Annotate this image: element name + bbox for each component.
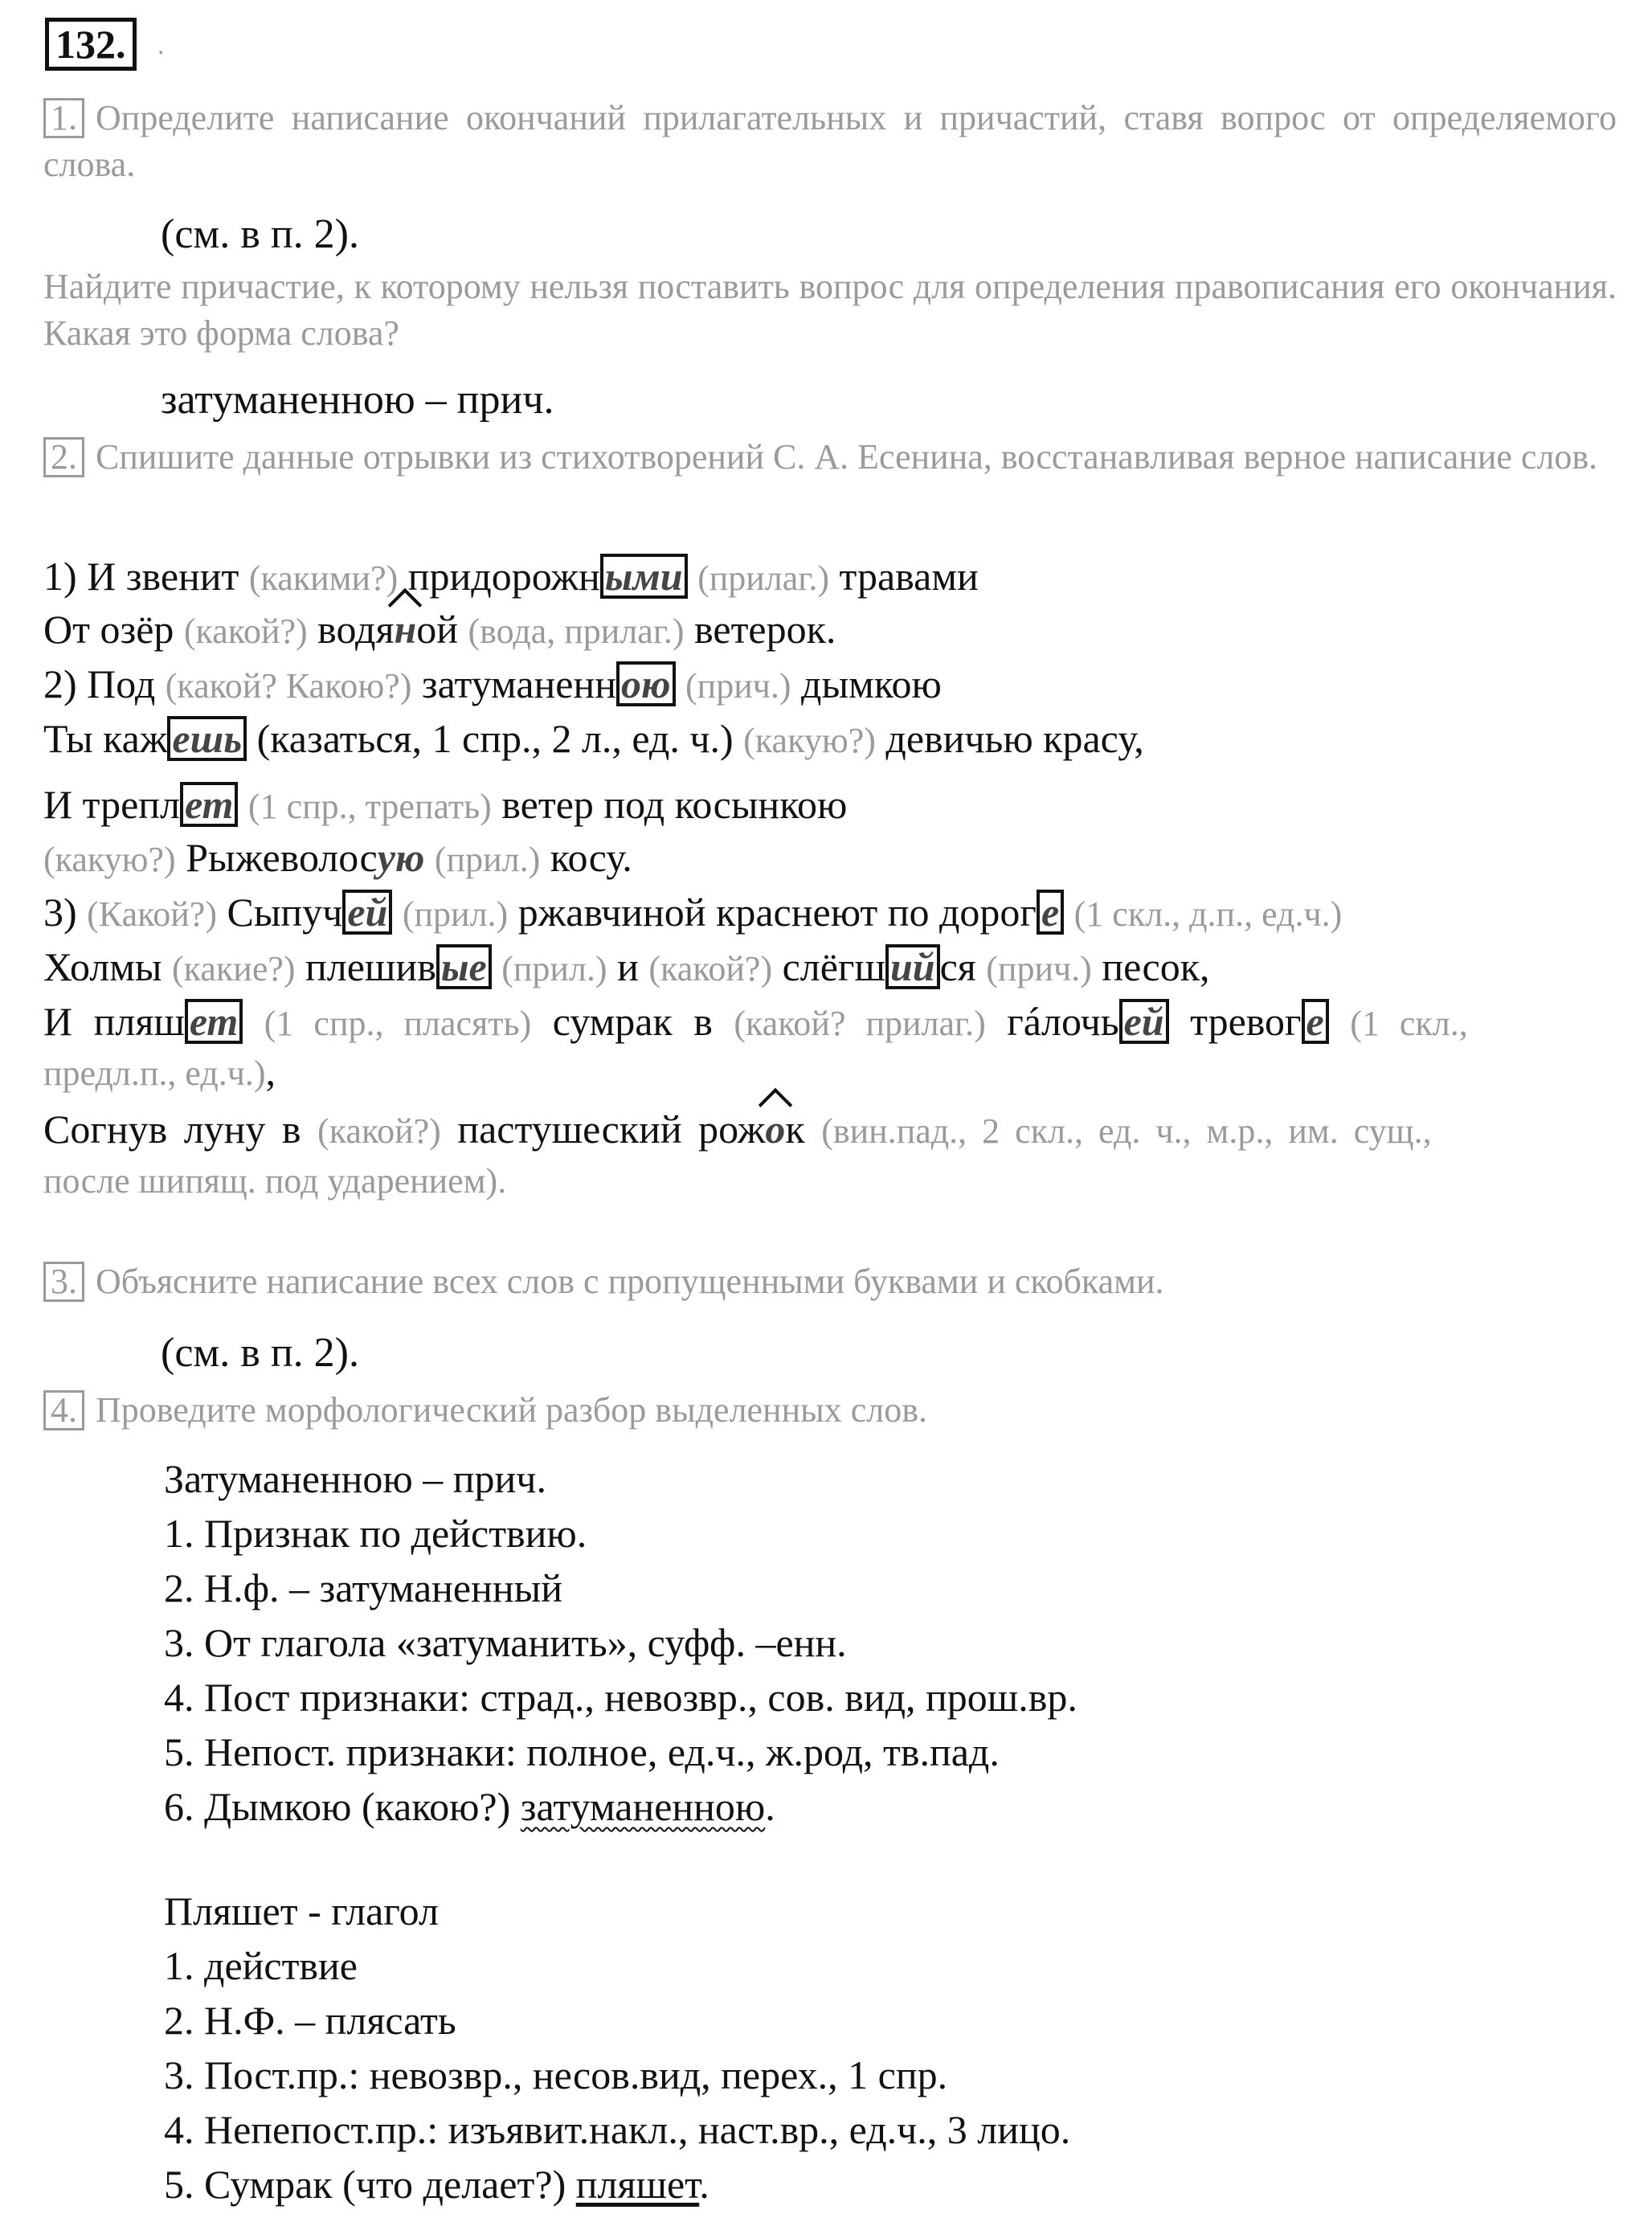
task-3-answer: (см. в п. 2). — [161, 1330, 359, 1376]
poem-line-7 — [43, 887, 1617, 939]
task-1-answer: (см. в п. 2). — [161, 211, 359, 257]
ending: ыми — [604, 554, 683, 599]
task-3-text: Объясните написание всех слов с пропущенными буквами и скобками. — [96, 1262, 1164, 1301]
task-2-text: Спишите данные отрывки из стихотворений С. А. Есенина, восстанавливая верное написание слов. — [96, 437, 1598, 477]
ending-box — [436, 944, 492, 989]
word: Холмы — [43, 944, 162, 989]
word: ой — [416, 607, 458, 652]
word: ветерок. — [694, 607, 836, 652]
poem-line-5 — [43, 780, 1617, 832]
word: косу. — [550, 835, 632, 880]
morph-item: 4. Пост признаки: страд., невозвр., сов. вид, прош.вр. — [164, 1675, 1077, 1720]
word: ся — [939, 944, 976, 989]
task-1 — [43, 95, 1617, 188]
note: (прил.) — [402, 894, 509, 934]
ending-box — [342, 890, 392, 935]
text: 5. Сумрак (что делает?) — [164, 2162, 576, 2207]
ending-box — [180, 782, 238, 827]
note: предл.п., ед.ч.) — [43, 1054, 266, 1093]
ending: ей — [1123, 999, 1164, 1044]
exercise-number: 132. — [45, 18, 137, 71]
task-1-text-2: Найдите причастие, к которому нельзя поставить вопрос для определения правописания его окончания. Какая это форма слова? — [43, 267, 1617, 353]
underlined-word: затуманенною — [520, 1784, 766, 1829]
ending: ою — [621, 661, 671, 706]
text: 3) — [43, 890, 77, 935]
poem-line-6 — [43, 833, 1617, 885]
question: (какую?) — [43, 840, 176, 879]
task-1-answer-2: затуманенною – прич. — [161, 377, 554, 423]
morph-item: 1. действие — [164, 1943, 358, 1988]
question: (какую?) — [743, 721, 876, 760]
note: (1 спр., пласять) — [264, 1004, 532, 1043]
note: (прич.) — [685, 666, 791, 706]
word: водя — [317, 607, 395, 652]
ending-box — [167, 716, 247, 761]
word: сумрак в — [552, 999, 713, 1044]
note: (прич.) — [986, 949, 1092, 988]
note: (прил.) — [434, 840, 541, 879]
question: (какой?) — [183, 612, 308, 651]
word: ветер под косынкою — [501, 782, 848, 827]
text: От озёр — [43, 607, 174, 652]
task-2 — [43, 434, 1617, 481]
poem-line-8 — [43, 942, 1617, 994]
text: 6. Дымкою (какою?) — [164, 1784, 521, 1829]
word: Сыпуч — [227, 890, 343, 935]
task-4 — [43, 1387, 1617, 1434]
text: , — [265, 1049, 276, 1094]
morph-item: 2. Н.Ф. – плясать — [164, 1998, 456, 2043]
note: (вин.пад., 2 скл., ед. ч., м.р., им. сущ., — [821, 1111, 1432, 1151]
ending-box — [1119, 999, 1169, 1044]
ending-box — [600, 554, 688, 599]
morph-item: 1. Признак по действию. — [164, 1511, 587, 1556]
morph-item — [164, 2157, 1070, 2212]
ending-box — [885, 944, 940, 989]
poem-line-2 — [43, 604, 1617, 657]
word: девичью красу, — [885, 716, 1144, 761]
word: плешив — [305, 944, 436, 989]
question: (какие?) — [172, 949, 296, 988]
note: (1 спр., трепать) — [247, 787, 492, 826]
task-4-number: 4. — [43, 1390, 84, 1430]
poem-line-10 — [43, 1046, 1617, 1099]
task-3 — [43, 1258, 1617, 1305]
ending-box — [185, 999, 243, 1044]
morph-title: Затуманенною – прич. — [164, 1456, 546, 1501]
ending: е — [1306, 999, 1324, 1044]
word: И трепл — [43, 782, 180, 827]
morph-item — [164, 1779, 1077, 1834]
note: (прилаг.) — [697, 559, 830, 598]
task-2-number: 2. — [43, 437, 84, 477]
morph-item: 5. Непост. признаки: полное, ед.ч., ж.род, тв.пад. — [164, 1729, 1000, 1774]
word: И пляш — [43, 999, 185, 1044]
question: (какой?) — [317, 1111, 441, 1151]
note: (казаться, 1 спр., 2 л., ед. ч.) — [256, 716, 734, 761]
word: пастушеский рож — [457, 1107, 766, 1152]
text: 2) Под — [43, 661, 156, 706]
ending-box — [1037, 890, 1064, 935]
ending: ешь — [172, 716, 243, 761]
morph-item: 4. Непепост.пр.: изъявит.накл., наст.вр., ед.ч., 3 лицо. — [164, 2107, 1071, 2152]
word: песок, — [1102, 944, 1210, 989]
ending: ые — [440, 944, 487, 989]
ending: ет — [184, 782, 234, 827]
word: ржавчиной краснеют по дорог — [517, 890, 1037, 935]
word: Ты каж — [43, 716, 168, 761]
text: 1) И звенит — [43, 554, 239, 599]
word: тревог — [1190, 999, 1302, 1044]
note: (1 скл., — [1350, 1004, 1468, 1043]
word: дымкою — [801, 661, 942, 706]
root-mark: н — [394, 604, 416, 654]
ending-box — [1302, 999, 1329, 1044]
ending: е — [1041, 890, 1060, 935]
question: (какой? прилаг.) — [734, 1004, 986, 1043]
question: (какими?) — [248, 559, 399, 598]
ending: ей — [347, 890, 388, 935]
ending-box — [616, 661, 676, 706]
word: к — [785, 1107, 805, 1152]
poem-line-3 — [43, 659, 1617, 711]
task-4-text: Проведите морфологический разбор выделенных слов. — [96, 1390, 927, 1430]
morph-analysis-1 — [164, 1451, 1077, 1834]
task-1-number: 1. — [43, 98, 84, 138]
morph-item: 2. Н.ф. – затуманенный — [164, 1565, 562, 1610]
text: . — [699, 2162, 709, 2207]
note: после шипящ. под ударением). — [43, 1161, 507, 1201]
text: Согнув луну в — [43, 1107, 301, 1152]
task-1-text: Определите написание окончаний прилагательных и причастий, ставя вопрос от определяемого слова. — [43, 98, 1617, 184]
ending: ую — [377, 835, 425, 880]
poem-line-4 — [43, 714, 1617, 766]
poem-line-12 — [43, 1154, 1617, 1206]
morph-analysis-2 — [164, 1884, 1070, 2212]
poem-line-11 — [43, 1104, 1617, 1156]
question: (какой?) — [648, 949, 773, 988]
morph-item: 3. От глагола «затуманить», суфф. –енн. — [164, 1620, 847, 1665]
poem-line-9 — [43, 996, 1617, 1049]
ending: ет — [189, 999, 239, 1044]
word: Рыжеволос — [186, 835, 378, 880]
root-mark: о — [765, 1104, 785, 1154]
morph-title: Пляшет - глагол — [164, 1888, 439, 1934]
word: гáлочь — [1007, 999, 1119, 1044]
ending: ий — [889, 944, 935, 989]
text: . — [765, 1784, 775, 1829]
morph-item: 3. Пост.пр.: невозвр., несов.вид, перех., 1 спр. — [164, 2052, 948, 2097]
word: слёгш — [782, 944, 885, 989]
note: (прил.) — [501, 949, 607, 988]
word: и — [617, 944, 639, 989]
question: (Какой?) — [87, 894, 217, 934]
note: (вода, прилаг.) — [468, 612, 685, 651]
underlined-word: пляшет — [575, 2162, 700, 2207]
word: затуманенн — [421, 661, 617, 706]
word: придорожн — [407, 554, 600, 599]
exercise-number-mark: . — [157, 31, 165, 60]
poem-line-1 — [43, 551, 1617, 604]
note: (1 скл., д.п., ед.ч.) — [1073, 894, 1343, 934]
word: травами — [839, 554, 979, 599]
task-3-number: 3. — [43, 1262, 84, 1302]
question: (какой? Какою?) — [165, 666, 412, 706]
